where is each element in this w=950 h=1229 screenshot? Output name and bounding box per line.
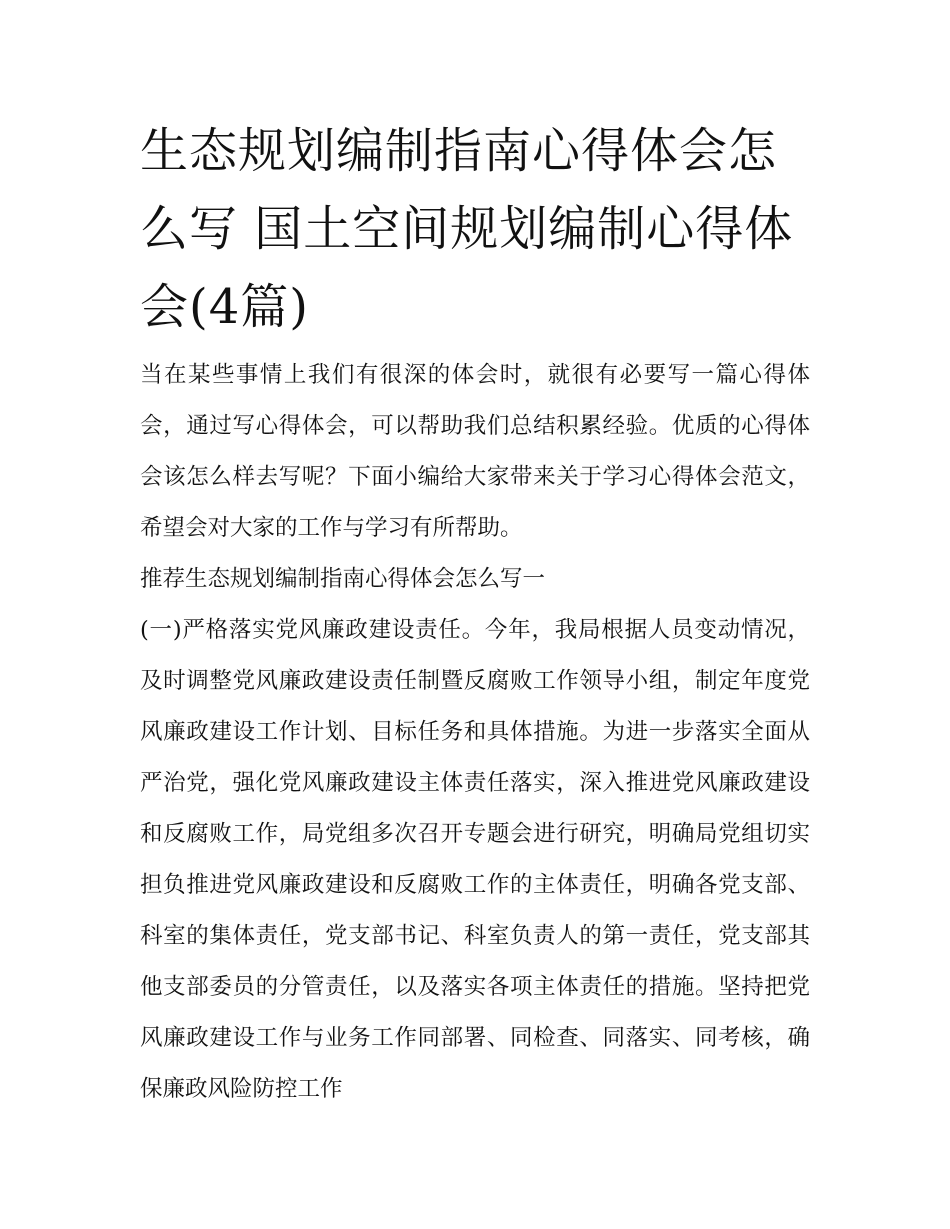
section-heading: 推荐生态规划编制指南心得体会怎么写一 <box>140 566 546 592</box>
document-title: 生态规划编制指南心得体会怎么写 国土空间规划编制心得体会(4篇) <box>140 123 794 335</box>
document-content <box>140 112 810 1115</box>
body-paragraph: (一)严格落实党风廉政建设责任。今年，我局根据人员变动情况，及时调整党风廉政建设责任制暨反腐败工作领导小组，制定年度党风廉政建设工作计划、目标任务和具体措施。为进一步落实全面从严治党，强化党风廉政建设主体责任落实，深入推进党风廉政建设和反腐败工作，局党组多次召开专题会进行研究，明确局党组切实担负推进党风廉政建设和反腐败工作的主体责任，明确各党支部、科室的集体责任，党支部书记、科室负责人的第一责任，党支部其他支部委员的分管责任，以及落实各项主体责任的措施。坚持把党风廉政建设工作与业务工作同部署、同检查、同落实、同考核，确保廉政风险防控工作 <box>140 617 810 1102</box>
intro-paragraph: 当在某些事情上我们有很深的体会时，就很有必要写一篇心得体会，通过写心得体会，可以帮助我们总结积累经验。优质的心得体会该怎么样去写呢？下面小编给大家带来关于学习心得体会范文，希望会对大家的工作与学习有所帮助。 <box>140 362 810 541</box>
